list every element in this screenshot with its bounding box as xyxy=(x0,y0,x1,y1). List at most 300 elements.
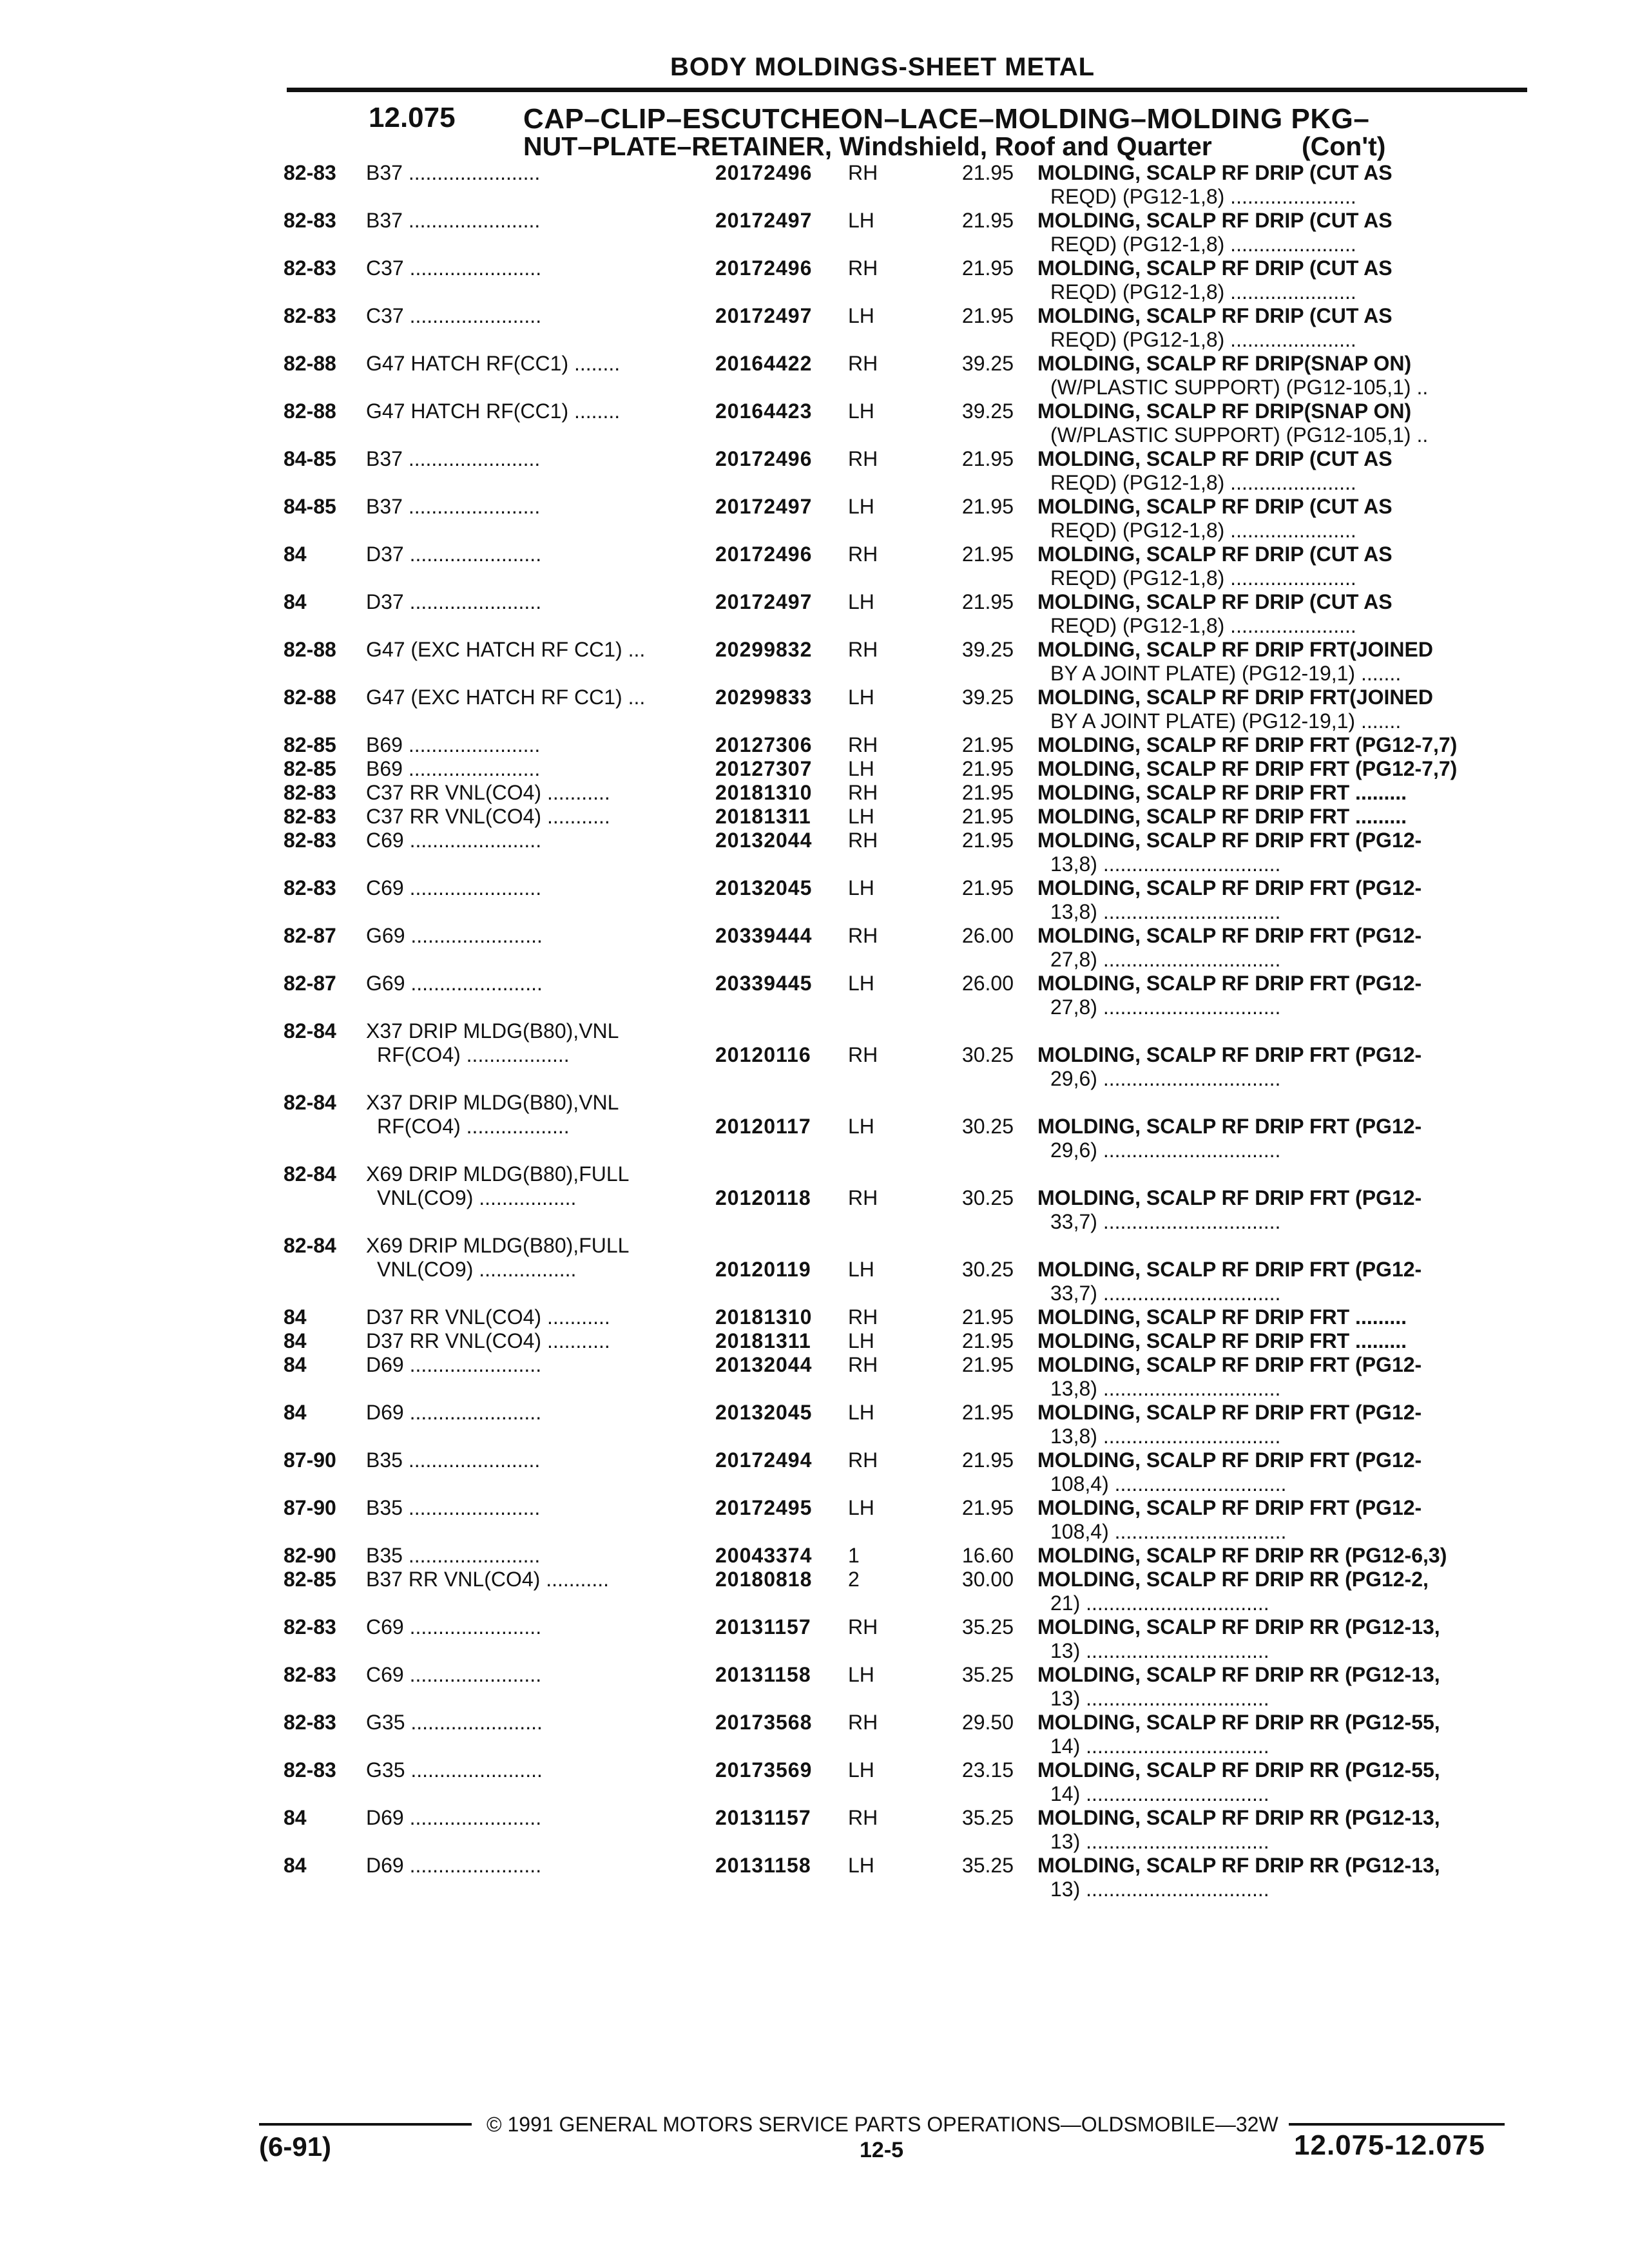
price: 26.00 xyxy=(961,924,1014,947)
description: MOLDING, SCALP RF DRIP FRT (PG12- xyxy=(1037,829,1422,852)
page-header-title: BODY MOLDINGS-SHEET METAL xyxy=(670,53,1095,81)
year-range: 84 xyxy=(284,590,307,613)
part-number: 20132045 xyxy=(715,1401,813,1424)
side-qty: LH xyxy=(848,972,874,995)
year-range: 82-83 xyxy=(284,1711,336,1734)
price: 21.95 xyxy=(961,757,1014,780)
year-range: 84 xyxy=(284,1353,307,1376)
side-qty: RH xyxy=(848,781,878,804)
table-row xyxy=(0,1329,1629,1353)
model-code-cont: VNL(CO9) ................. xyxy=(377,1186,577,1209)
model-code: C37 ....................... xyxy=(366,256,542,280)
description-cont: 29,6) ............................... xyxy=(1050,1139,1281,1162)
description: MOLDING, SCALP RF DRIP(SNAP ON) xyxy=(1037,352,1412,375)
side-qty: RH xyxy=(848,1043,878,1066)
table-row xyxy=(0,1758,1629,1806)
description-cont: 13) ................................ xyxy=(1050,1878,1269,1901)
price: 30.25 xyxy=(961,1258,1014,1281)
part-number: 20299833 xyxy=(715,686,813,709)
part-number: 20181310 xyxy=(715,781,813,804)
year-range: 82-88 xyxy=(284,399,336,423)
description: MOLDING, SCALP RF DRIP FRT ......... xyxy=(1037,1329,1407,1352)
price: 21.95 xyxy=(961,1401,1014,1424)
description: MOLDING, SCALP RF DRIP (CUT AS xyxy=(1037,543,1393,566)
section-title-line2: NUT–PLATE–RETAINER, Windshield, Roof and Quarter xyxy=(523,131,1212,161)
table-row xyxy=(0,972,1629,1019)
price: 39.25 xyxy=(961,638,1014,661)
description-cont: 27,8) ............................... xyxy=(1050,948,1281,971)
description: MOLDING, SCALP RF DRIP (CUT AS xyxy=(1037,209,1393,232)
description: MOLDING, SCALP RF DRIP (CUT AS xyxy=(1037,495,1393,518)
year-range: 84-85 xyxy=(284,495,336,518)
description-cont: 14) ................................ xyxy=(1050,1735,1269,1758)
price: 21.95 xyxy=(961,1305,1014,1329)
part-number: 20172497 xyxy=(715,209,813,232)
model-code: G47 (EXC HATCH RF CC1) ... xyxy=(366,686,646,709)
side-qty: LH xyxy=(848,1496,874,1519)
model-code: C37 ....................... xyxy=(366,304,542,327)
side-qty: LH xyxy=(848,876,874,899)
description-cont: 13) ................................ xyxy=(1050,1639,1269,1662)
table-row xyxy=(0,638,1629,686)
description: MOLDING, SCALP RF DRIP RR (PG12-13, xyxy=(1037,1806,1440,1829)
year-range: 82-87 xyxy=(284,972,336,995)
description: MOLDING, SCALP RF DRIP FRT(JOINED xyxy=(1037,638,1433,661)
model-code: B69 ....................... xyxy=(366,733,541,756)
part-number: 20173569 xyxy=(715,1758,813,1782)
description-cont: REQD) (PG12-1,8) ...................... xyxy=(1050,280,1356,303)
description: MOLDING, SCALP RF DRIP RR (PG12-55, xyxy=(1037,1758,1440,1782)
year-range: 84 xyxy=(284,1854,307,1877)
side-qty: RH xyxy=(848,1305,878,1329)
model-code-cont: VNL(CO9) ................. xyxy=(377,1258,577,1281)
part-number: 20120119 xyxy=(715,1258,811,1281)
part-number: 20127307 xyxy=(715,757,813,780)
description-cont: 33,7) ............................... xyxy=(1050,1282,1281,1305)
price: 21.95 xyxy=(961,829,1014,852)
description: MOLDING, SCALP RF DRIP RR (PG12-55, xyxy=(1037,1711,1440,1734)
table-row xyxy=(0,1401,1629,1448)
description-cont: BY A JOINT PLATE) (PG12-19,1) ....... xyxy=(1050,709,1402,733)
side-qty: LH xyxy=(848,1258,874,1281)
price: 21.95 xyxy=(961,304,1014,327)
model-code: D37 RR VNL(CO4) ........... xyxy=(366,1329,610,1352)
side-qty: LH xyxy=(848,1401,874,1424)
table-row xyxy=(0,733,1629,757)
description: MOLDING, SCALP RF DRIP FRT (PG12- xyxy=(1037,924,1422,947)
description: MOLDING, SCALP RF DRIP FRT (PG12- xyxy=(1037,972,1422,995)
price: 21.95 xyxy=(961,781,1014,804)
model-code: X69 DRIP MLDG(B80),FULL xyxy=(366,1162,630,1186)
description-cont: 13) ................................ xyxy=(1050,1830,1269,1853)
model-code: G47 HATCH RF(CC1) ........ xyxy=(366,399,621,423)
part-number: 20172496 xyxy=(715,161,813,184)
model-code: C69 ....................... xyxy=(366,876,542,899)
description-cont: 14) ................................ xyxy=(1050,1782,1269,1805)
model-code: D37 RR VNL(CO4) ........... xyxy=(366,1305,610,1329)
year-range: 82-88 xyxy=(284,686,336,709)
price: 21.95 xyxy=(961,256,1014,280)
part-number: 20172494 xyxy=(715,1448,813,1472)
footer-rule-right xyxy=(1289,2123,1505,2126)
year-range: 82-83 xyxy=(284,161,336,184)
year-range: 82-83 xyxy=(284,209,336,232)
part-number: 20120117 xyxy=(715,1115,811,1138)
year-range: 82-85 xyxy=(284,757,336,780)
side-qty: 2 xyxy=(848,1568,860,1591)
table-row xyxy=(0,1091,1629,1162)
model-code: D69 ....................... xyxy=(366,1854,542,1877)
price: 21.95 xyxy=(961,447,1014,470)
price: 30.25 xyxy=(961,1186,1014,1209)
table-row xyxy=(0,757,1629,781)
side-qty: LH xyxy=(848,399,874,423)
side-qty: RH xyxy=(848,1615,878,1639)
model-code: B37 ....................... xyxy=(366,209,541,232)
price: 35.25 xyxy=(961,1854,1014,1877)
description-cont: REQD) (PG12-1,8) ...................... xyxy=(1050,566,1356,590)
part-number: 20181311 xyxy=(715,1329,811,1352)
price: 16.60 xyxy=(961,1544,1014,1567)
side-qty: RH xyxy=(848,1806,878,1829)
table-row xyxy=(0,399,1629,447)
table-row xyxy=(0,686,1629,733)
side-qty: RH xyxy=(848,1711,878,1734)
table-row xyxy=(0,829,1629,876)
table-row xyxy=(0,1854,1629,1901)
description-cont: REQD) (PG12-1,8) ...................... xyxy=(1050,233,1356,256)
section-continued: (Con't) xyxy=(1302,131,1386,161)
table-row xyxy=(0,495,1629,543)
part-number: 20172497 xyxy=(715,495,813,518)
model-code: X37 DRIP MLDG(B80),VNL xyxy=(366,1091,619,1114)
year-range: 82-83 xyxy=(284,304,336,327)
side-qty: RH xyxy=(848,161,878,184)
description: MOLDING, SCALP RF DRIP RR (PG12-6,3) xyxy=(1037,1544,1447,1567)
side-qty: RH xyxy=(848,1448,878,1472)
description-cont: 29,6) ............................... xyxy=(1050,1067,1281,1090)
description: MOLDING, SCALP RF DRIP FRT ......... xyxy=(1037,781,1407,804)
table-row xyxy=(0,876,1629,924)
table-row xyxy=(0,543,1629,590)
description-cont: 13,8) ............................... xyxy=(1050,1425,1281,1448)
year-range: 82-83 xyxy=(284,829,336,852)
part-number: 20120116 xyxy=(715,1043,811,1066)
description: MOLDING, SCALP RF DRIP FRT (PG12- xyxy=(1037,1043,1422,1066)
price: 21.95 xyxy=(961,1329,1014,1352)
year-range: 82-83 xyxy=(284,1615,336,1639)
model-code: C37 RR VNL(CO4) ........... xyxy=(366,805,610,828)
side-qty: LH xyxy=(848,757,874,780)
side-qty: RH xyxy=(848,543,878,566)
part-number: 20132045 xyxy=(715,876,813,899)
price: 39.25 xyxy=(961,399,1014,423)
part-number: 20131158 xyxy=(715,1663,811,1686)
description-cont: REQD) (PG12-1,8) ...................... xyxy=(1050,328,1356,351)
description: MOLDING, SCALP RF DRIP FRT(JOINED xyxy=(1037,686,1433,709)
year-range: 82-83 xyxy=(284,781,336,804)
side-qty: LH xyxy=(848,1663,874,1686)
footer-copyright: © 1991 GENERAL MOTORS SERVICE PARTS OPERATIONS—OLDSMOBILE—32W xyxy=(487,2113,1278,2136)
part-number: 20172496 xyxy=(715,447,813,470)
price: 29.50 xyxy=(961,1711,1014,1734)
description: MOLDING, SCALP RF DRIP FRT (PG12- xyxy=(1037,1186,1422,1209)
part-number: 20299832 xyxy=(715,638,813,661)
price: 30.25 xyxy=(961,1043,1014,1066)
side-qty: LH xyxy=(848,590,874,613)
part-number: 20164422 xyxy=(715,352,813,375)
year-range: 87-90 xyxy=(284,1496,336,1519)
year-range: 82-84 xyxy=(284,1019,336,1043)
model-code: G69 ....................... xyxy=(366,972,543,995)
model-code: D69 ....................... xyxy=(366,1401,542,1424)
description-cont: (W/PLASTIC SUPPORT) (PG12-105,1) .. xyxy=(1050,423,1429,447)
part-number: 20181310 xyxy=(715,1305,813,1329)
price: 21.95 xyxy=(961,590,1014,613)
description: MOLDING, SCALP RF DRIP FRT (PG12- xyxy=(1037,1353,1422,1376)
part-number: 20339444 xyxy=(715,924,813,947)
year-range: 84 xyxy=(284,1806,307,1829)
year-range: 82-90 xyxy=(284,1544,336,1567)
price: 35.25 xyxy=(961,1615,1014,1639)
description: MOLDING, SCALP RF DRIP(SNAP ON) xyxy=(1037,399,1412,423)
year-range: 82-84 xyxy=(284,1162,336,1186)
table-row xyxy=(0,1615,1629,1663)
table-row xyxy=(0,1496,1629,1544)
side-qty: 1 xyxy=(848,1544,860,1567)
description-cont: BY A JOINT PLATE) (PG12-19,1) ....... xyxy=(1050,662,1402,685)
price: 21.95 xyxy=(961,161,1014,184)
part-number: 20131157 xyxy=(715,1806,811,1829)
section-number: 12.075 xyxy=(369,102,456,133)
description-cont: 27,8) ............................... xyxy=(1050,995,1281,1019)
part-number: 20120118 xyxy=(715,1186,811,1209)
price: 21.95 xyxy=(961,1353,1014,1376)
price: 21.95 xyxy=(961,1496,1014,1519)
table-row xyxy=(0,924,1629,972)
part-number: 20172495 xyxy=(715,1496,813,1519)
side-qty: LH xyxy=(848,1115,874,1138)
part-number: 20339445 xyxy=(715,972,813,995)
model-code: B35 ....................... xyxy=(366,1448,541,1472)
description-cont: 13,8) ............................... xyxy=(1050,900,1281,923)
description-cont: 108,4) .............................. xyxy=(1050,1472,1287,1495)
description: MOLDING, SCALP RF DRIP FRT (PG12- xyxy=(1037,876,1422,899)
side-qty: LH xyxy=(848,495,874,518)
year-range: 82-87 xyxy=(284,924,336,947)
price: 21.95 xyxy=(961,543,1014,566)
description-cont: REQD) (PG12-1,8) ...................... xyxy=(1050,614,1356,637)
model-code: B37 RR VNL(CO4) ........... xyxy=(366,1568,609,1591)
table-row xyxy=(0,304,1629,352)
year-range: 84 xyxy=(284,1401,307,1424)
year-range: 82-83 xyxy=(284,256,336,280)
description: MOLDING, SCALP RF DRIP (CUT AS xyxy=(1037,447,1393,470)
side-qty: RH xyxy=(848,829,878,852)
model-code: C69 ....................... xyxy=(366,1663,542,1686)
price: 21.95 xyxy=(961,495,1014,518)
section-title-line1: CAP–CLIP–ESCUTCHEON–LACE–MOLDING–MOLDING PKG– xyxy=(523,103,1370,135)
model-code: G35 ....................... xyxy=(366,1758,543,1782)
part-number: 20132044 xyxy=(715,829,813,852)
price: 21.95 xyxy=(961,1448,1014,1472)
part-number: 20131158 xyxy=(715,1854,811,1877)
price: 21.95 xyxy=(961,733,1014,756)
year-range: 82-83 xyxy=(284,876,336,899)
price: 39.25 xyxy=(961,686,1014,709)
side-qty: LH xyxy=(848,805,874,828)
description: MOLDING, SCALP RF DRIP RR (PG12-13, xyxy=(1037,1615,1440,1639)
model-code: D37 ....................... xyxy=(366,590,542,613)
part-number: 20131157 xyxy=(715,1615,811,1639)
description: MOLDING, SCALP RF DRIP FRT ......... xyxy=(1037,1305,1407,1329)
description: MOLDING, SCALP RF DRIP FRT (PG12-7,7) xyxy=(1037,733,1458,756)
model-code: G69 ....................... xyxy=(366,924,543,947)
side-qty: LH xyxy=(848,1854,874,1877)
table-row xyxy=(0,209,1629,256)
table-row xyxy=(0,1162,1629,1233)
table-row xyxy=(0,1448,1629,1496)
year-range: 82-85 xyxy=(284,733,336,756)
part-number: 20043374 xyxy=(715,1544,813,1567)
part-number: 20172496 xyxy=(715,256,813,280)
part-number: 20172497 xyxy=(715,590,813,613)
side-qty: RH xyxy=(848,1353,878,1376)
model-code: B37 ....................... xyxy=(366,161,541,184)
model-code: B37 ....................... xyxy=(366,495,541,518)
model-code: B37 ....................... xyxy=(366,447,541,470)
description: MOLDING, SCALP RF DRIP (CUT AS xyxy=(1037,161,1393,184)
year-range: 82-84 xyxy=(284,1234,336,1257)
part-number: 20127306 xyxy=(715,733,813,756)
side-qty: RH xyxy=(848,447,878,470)
table-row xyxy=(0,1568,1629,1615)
description: MOLDING, SCALP RF DRIP FRT (PG12- xyxy=(1037,1115,1422,1138)
description: MOLDING, SCALP RF DRIP (CUT AS xyxy=(1037,590,1393,613)
price: 35.25 xyxy=(961,1806,1014,1829)
footer-date-code: (6-91) xyxy=(259,2131,332,2162)
model-code: D69 ....................... xyxy=(366,1806,542,1829)
model-code: C69 ....................... xyxy=(366,1615,542,1639)
year-range: 82-88 xyxy=(284,638,336,661)
table-row xyxy=(0,781,1629,805)
description: MOLDING, SCALP RF DRIP RR (PG12-13, xyxy=(1037,1854,1440,1877)
model-code: D37 ....................... xyxy=(366,543,542,566)
description-cont: (W/PLASTIC SUPPORT) (PG12-105,1) .. xyxy=(1050,376,1429,399)
model-code: B35 ....................... xyxy=(366,1544,541,1567)
price: 21.95 xyxy=(961,209,1014,232)
price: 21.95 xyxy=(961,805,1014,828)
model-code-cont: RF(CO4) .................. xyxy=(377,1115,570,1138)
table-row xyxy=(0,1305,1629,1329)
side-qty: LH xyxy=(848,1329,874,1352)
description: MOLDING, SCALP RF DRIP RR (PG12-2, xyxy=(1037,1568,1429,1591)
description-cont: REQD) (PG12-1,8) ...................... xyxy=(1050,519,1356,542)
year-range: 82-83 xyxy=(284,1663,336,1686)
table-row xyxy=(0,1544,1629,1568)
side-qty: RH xyxy=(848,638,878,661)
description: MOLDING, SCALP RF DRIP FRT (PG12- xyxy=(1037,1448,1422,1472)
year-range: 82-84 xyxy=(284,1091,336,1114)
side-qty: RH xyxy=(848,924,878,947)
description: MOLDING, SCALP RF DRIP (CUT AS xyxy=(1037,304,1393,327)
year-range: 82-83 xyxy=(284,1758,336,1782)
part-number: 20181311 xyxy=(715,805,811,828)
part-number: 20180818 xyxy=(715,1568,813,1591)
description: MOLDING, SCALP RF DRIP FRT (PG12- xyxy=(1037,1496,1422,1519)
part-number: 20172496 xyxy=(715,543,813,566)
model-code: B35 ....................... xyxy=(366,1496,541,1519)
model-code: X69 DRIP MLDG(B80),FULL xyxy=(366,1234,630,1257)
model-code: G47 (EXC HATCH RF CC1) ... xyxy=(366,638,646,661)
description: MOLDING, SCALP RF DRIP FRT ......... xyxy=(1037,805,1407,828)
year-range: 84 xyxy=(284,1329,307,1352)
table-row xyxy=(0,1663,1629,1711)
footer-page-number: 12-5 xyxy=(860,2138,904,2162)
description: MOLDING, SCALP RF DRIP RR (PG12-13, xyxy=(1037,1663,1440,1686)
price: 39.25 xyxy=(961,352,1014,375)
description-cont: 13,8) ............................... xyxy=(1050,852,1281,876)
year-range: 84 xyxy=(284,543,307,566)
description: MOLDING, SCALP RF DRIP FRT (PG12-7,7) xyxy=(1037,757,1458,780)
side-qty: LH xyxy=(848,209,874,232)
part-number: 20172497 xyxy=(715,304,813,327)
description-cont: 108,4) .............................. xyxy=(1050,1520,1287,1543)
model-code: G35 ....................... xyxy=(366,1711,543,1734)
price: 26.00 xyxy=(961,972,1014,995)
description: MOLDING, SCALP RF DRIP (CUT AS xyxy=(1037,256,1393,280)
price: 30.25 xyxy=(961,1115,1014,1138)
price: 30.00 xyxy=(961,1568,1014,1591)
price: 35.25 xyxy=(961,1663,1014,1686)
table-row xyxy=(0,447,1629,495)
side-qty: LH xyxy=(848,304,874,327)
table-row xyxy=(0,1019,1629,1090)
description-cont: REQD) (PG12-1,8) ...................... xyxy=(1050,471,1356,494)
model-code: C37 RR VNL(CO4) ........... xyxy=(366,781,610,804)
footer-section-range: 12.075-12.075 xyxy=(1294,2129,1485,2161)
table-row xyxy=(0,1353,1629,1401)
model-code: B69 ....................... xyxy=(366,757,541,780)
model-code-cont: RF(CO4) .................. xyxy=(377,1043,570,1066)
model-code: X37 DRIP MLDG(B80),VNL xyxy=(366,1019,619,1043)
side-qty: RH xyxy=(848,256,878,280)
description-cont: REQD) (PG12-1,8) ...................... xyxy=(1050,185,1356,208)
model-code: C69 ....................... xyxy=(366,829,542,852)
part-number: 20164423 xyxy=(715,399,813,423)
table-row xyxy=(0,161,1629,209)
description-cont: 13) ................................ xyxy=(1050,1687,1269,1710)
year-range: 82-83 xyxy=(284,805,336,828)
year-range: 84 xyxy=(284,1305,307,1329)
side-qty: RH xyxy=(848,733,878,756)
side-qty: LH xyxy=(848,1758,874,1782)
table-row xyxy=(0,805,1629,829)
description: MOLDING, SCALP RF DRIP FRT (PG12- xyxy=(1037,1258,1422,1281)
table-row xyxy=(0,1234,1629,1305)
price: 23.15 xyxy=(961,1758,1014,1782)
side-qty: LH xyxy=(848,686,874,709)
side-qty: RH xyxy=(848,352,878,375)
model-code: G47 HATCH RF(CC1) ........ xyxy=(366,352,621,375)
year-range: 82-85 xyxy=(284,1568,336,1591)
year-range: 82-88 xyxy=(284,352,336,375)
side-qty: RH xyxy=(848,1186,878,1209)
description-cont: 33,7) ............................... xyxy=(1050,1210,1281,1233)
price: 21.95 xyxy=(961,876,1014,899)
description-cont: 13,8) ............................... xyxy=(1050,1377,1281,1400)
table-row xyxy=(0,352,1629,399)
